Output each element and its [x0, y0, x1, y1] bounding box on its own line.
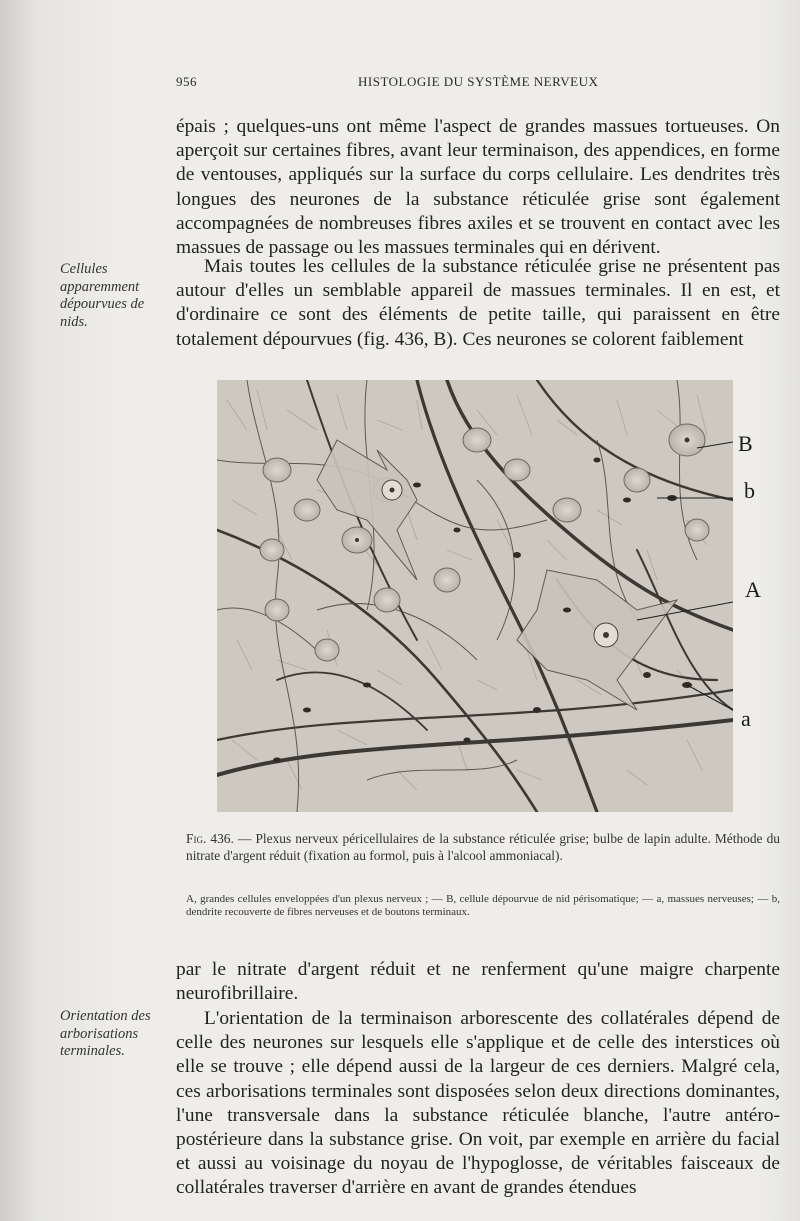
paragraph-4-text: L'orientation de la terminaison arborescente des collatérales dépend de celle des neurones sur lesquels elle s'applique et de celle des interstices où elle se trouve ; elle dépend aussi de la largeur de ces derniers. Malgré cela, ces arborisations terminales sont disposées selon deux directions dominantes, l'une transversale dans la substance réticulée blanche, l'autre antéro-postérieure dans la substance grise. On voit, par exemple en arrière du facial et aussi au voisinage du noyau de l'hypoglosse, de véritables faisceaux de collatérales traverser d'arrière en avant de grandes étendues	[176, 1008, 780, 1199]
figure-caption-ref: Fig. 436.	[186, 831, 234, 846]
paragraph-1	[176, 115, 780, 260]
margin-note-cellules: Cellules apparemment dépourvues de nids.	[60, 261, 145, 330]
figure-label-b: b	[744, 478, 755, 503]
page-number: 956	[176, 74, 197, 89]
running-head: HISTOLOGIE DU SYSTÈME NERVEUX	[358, 74, 599, 89]
paragraph-3-text: par le nitrate d'argent réduit et ne renferment qu'une maigre charpente neurofibrillaire.	[176, 959, 780, 1005]
paragraph-3	[176, 958, 780, 1006]
paragraph-1-text: épais ; quelques-uns ont même l'aspect de grandes massues tortueuses. On aperçoit sur certaines fibres, avant leur terminaison, des appendices, en forme de ventouses, appliqués sur la surface du corps cellulaire. Les dendrites très longues des neurones de la substance réticulée grise sont également accompagnées de nombreuses fibres axiles et se trouvent en contact avec les massues de passage ou les massues terminales qui en dérivent.	[176, 116, 780, 259]
micrograph-drawing	[217, 380, 733, 812]
margin-note-orientation: Orientation des arborisations terminales.	[60, 1008, 151, 1059]
figure-label-A: A	[745, 577, 761, 602]
figure-caption	[186, 830, 780, 864]
paragraph-4	[176, 1007, 780, 1201]
figure-label-a: a	[741, 706, 751, 731]
figure-436-illustration	[217, 380, 733, 812]
figure-caption-text: — Plexus nerveux péricellulaires de la substance réticulée grise; bulbe de lapin adulte. Méthode du nitrate d'argent réduit (fixation au formol, puis à l'alcool ammoniacal).	[186, 831, 781, 863]
paragraph-2-text: Mais toutes les cellules de la substance réticulée grise ne présentent pas autour d'elles un semblable appareil de massues terminales. Il en est, et d'ordinaire ce sont des éléments de petite taille, qui paraissent en être totalement dépourvues (fig. 436, B). Ces neurones se colorent faiblement	[176, 256, 780, 350]
figure-legend: A, grandes cellules enveloppées d'un plexus nerveux ; — B, cellule dépourvue de nid périsomatique; — a, massues nerveuses; — b, dendrite recouverte de fibres nerveuses et de boutons terminaux.	[186, 893, 780, 918]
paragraph-2	[176, 255, 780, 352]
page-header	[176, 74, 776, 96]
figure-label-B: B	[738, 431, 753, 456]
